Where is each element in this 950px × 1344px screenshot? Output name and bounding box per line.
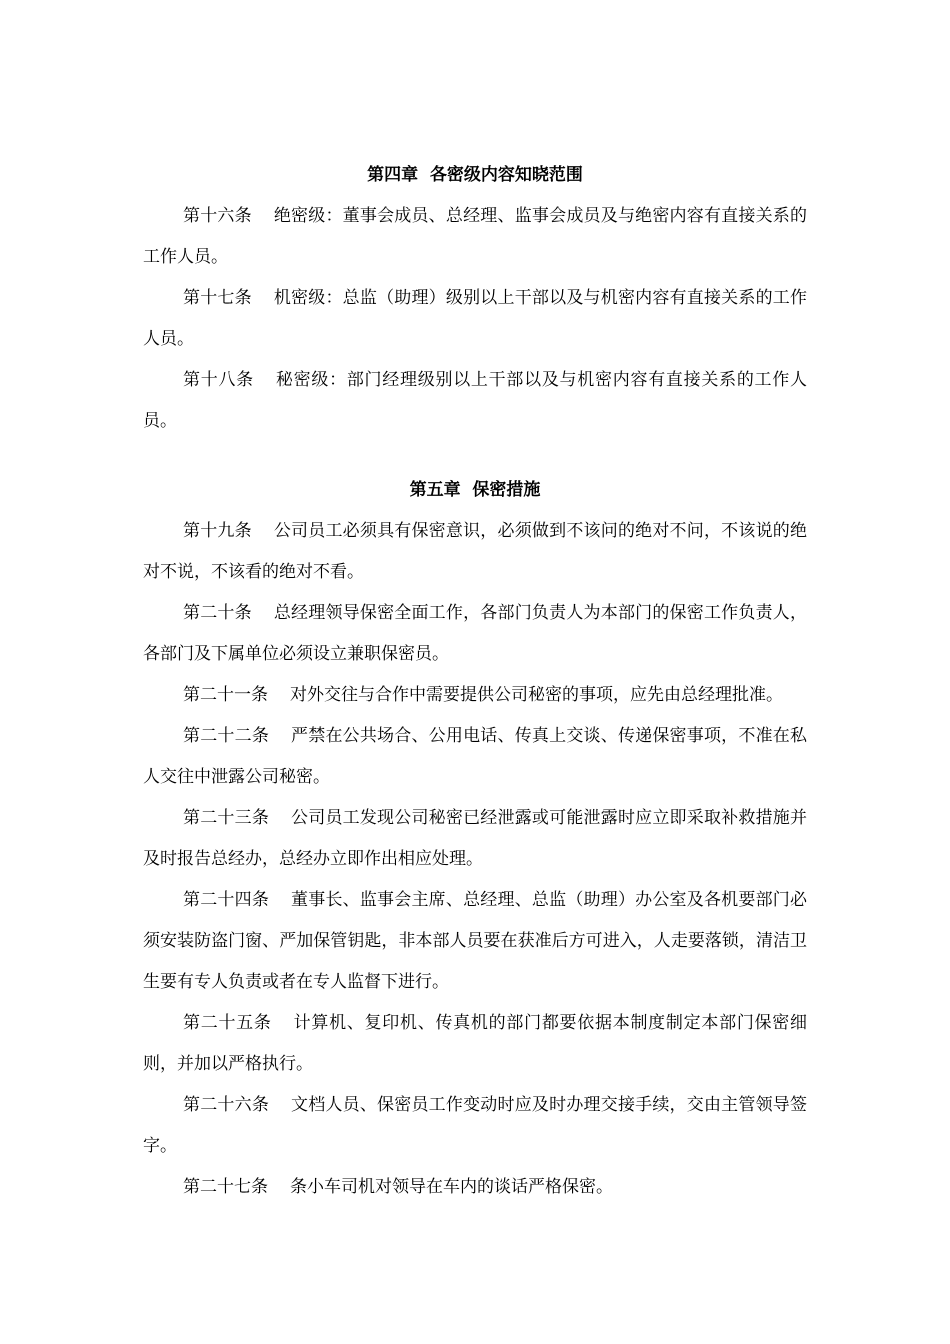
article-number: 第二十三条 <box>183 808 270 828</box>
article-text: 秘密级：部门经理级别以上干部以及与机密内容有直接关系的工作人员。 <box>143 370 808 431</box>
article-number: 第二十五条 <box>183 1013 272 1033</box>
article-number: 第二十六条 <box>183 1095 270 1115</box>
article-text: 公司员工必须具有保密意识，必须做到不该问的绝对不问，不该说的绝对不说，不该看的绝对不看。 <box>143 521 808 582</box>
article-number: 第二十七条 <box>183 1177 268 1197</box>
chapter-title: 第四章 各密级内容知晓范围 <box>367 165 583 185</box>
article-23 <box>143 798 807 880</box>
chapter-title: 第五章 保密措施 <box>409 480 541 500</box>
article-text: 总经理领导保密全面工作，各部门负责人为本部门的保密工作负责人，各部门及下属单位必须设立兼职保密员。 <box>143 603 808 664</box>
article-number: 第二十二条 <box>183 726 270 746</box>
chapter-5 <box>143 475 807 1208</box>
article-22 <box>143 716 807 798</box>
article-number: 第二十四条 <box>183 890 270 910</box>
article-19 <box>143 511 807 593</box>
chapter-4 <box>143 160 807 442</box>
article-text: 公司员工发现公司秘密已经泄露或可能泄露时应立即采取补救措施并及时报告总经办，总经办立即作出相应处理。 <box>143 808 808 869</box>
article-18 <box>143 360 807 442</box>
article-24 <box>143 880 807 1003</box>
article-number: 第十六条 <box>183 206 252 226</box>
article-text: 计算机、复印机、传真机的部门都要依据本制度制定本部门保密细则，并加以严格执行。 <box>143 1013 808 1074</box>
article-text: 对外交往与合作中需要提供公司秘密的事项，应先由总经理批准。 <box>290 685 783 705</box>
article-27 <box>143 1167 807 1208</box>
article-text: 绝密级：董事会成员、总经理、监事会成员及与绝密内容有直接关系的工作人员。 <box>143 206 808 267</box>
article-21 <box>143 675 807 716</box>
article-text: 文档人员、保密员工作变动时应及时办理交接手续，交由主管领导签字。 <box>143 1095 808 1156</box>
article-text: 条小车司机对领导在车内的谈话严格保密。 <box>290 1177 613 1197</box>
article-number: 第二十一条 <box>183 685 268 705</box>
article-20 <box>143 593 807 675</box>
article-number: 第二十条 <box>183 603 252 623</box>
article-number: 第十八条 <box>183 370 254 390</box>
article-text: 机密级：总监（助理）级别以上干部以及与机密内容有直接关系的工作人员。 <box>143 288 808 349</box>
article-text: 董事长、监事会主席、总经理、总监（助理）办公室及各机要部门必须安装防盗门窗、严加保管钥匙，非本部人员要在获准后方可进入，人走要落锁，清洁卫生要有专人负责或者在专人监督下进行。 <box>143 890 808 992</box>
article-number: 第十九条 <box>183 521 252 541</box>
article-16 <box>143 196 807 278</box>
document-page <box>143 160 807 1208</box>
article-26 <box>143 1085 807 1167</box>
article-25 <box>143 1003 807 1085</box>
article-17 <box>143 278 807 360</box>
chapter-spacer <box>143 442 807 475</box>
article-text: 严禁在公共场合、公用电话、传真上交谈、传递保密事项，不准在私人交往中泄露公司秘密。 <box>143 726 808 787</box>
article-number: 第十七条 <box>183 288 252 308</box>
